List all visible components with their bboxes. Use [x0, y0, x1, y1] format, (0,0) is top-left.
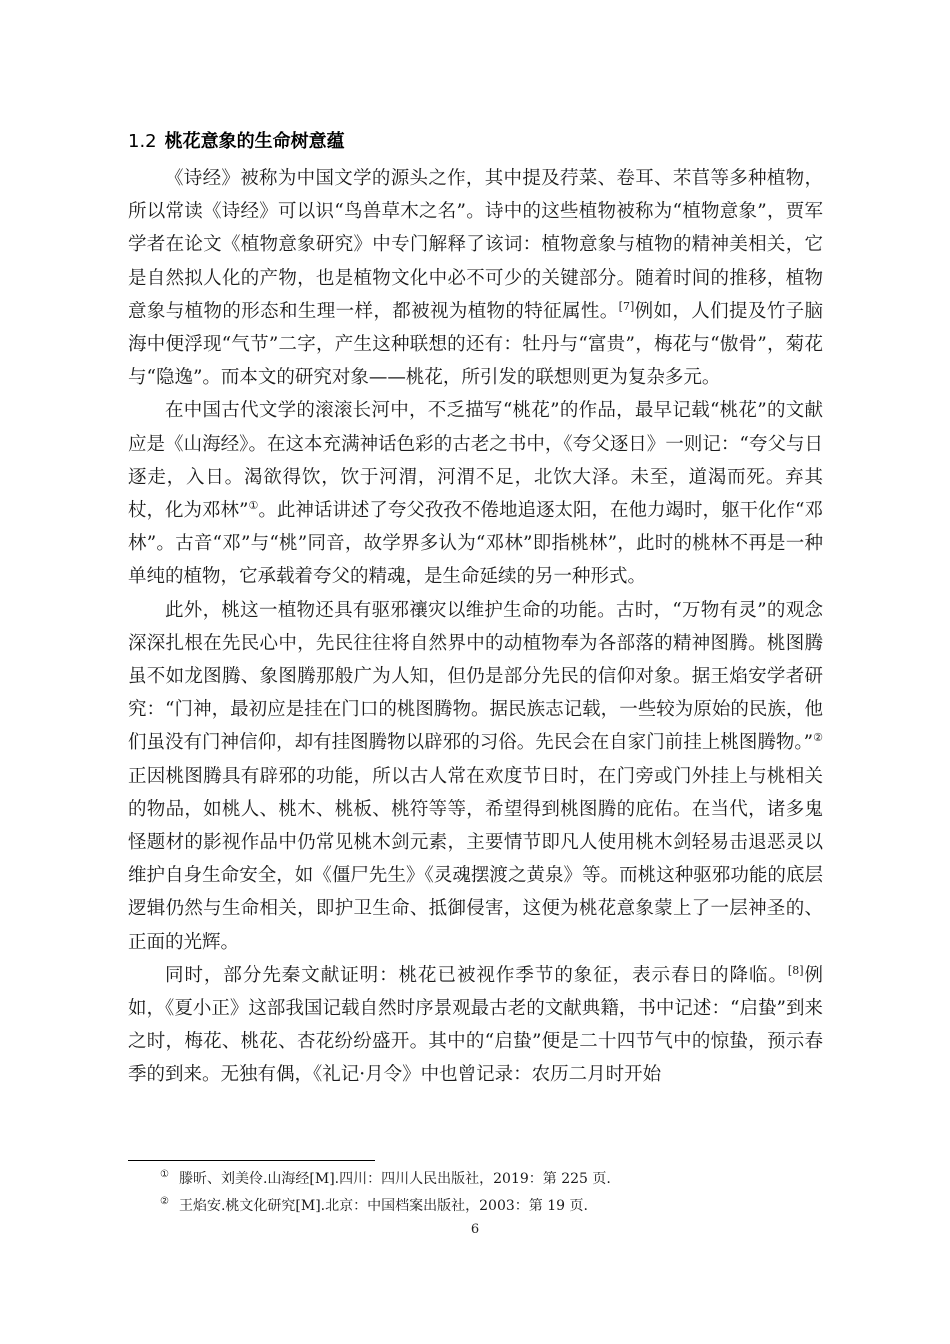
paragraph-text: 在中国古代文学的滚滚长河中，不乏描写“桃花”的作品，最早记载“桃花”的文献应是《山海经》。在这本充满神话色彩的古老之书中，《夸父逐日》一则记：“夸父与日逐走，入日。渴欲得饮，饮于河渭，河渭不足，北饮大泽。未至，道渴而死。弃其杖，化为邓林”: [128, 400, 823, 522]
section-heading: [128, 129, 828, 155]
footnote-item: [160, 1166, 820, 1193]
footnote-text: 滕昕、刘美伶.山海经[M].四川：四川人民出版社，2019：第 225 页.: [178, 1171, 611, 1187]
body-paragraph: [128, 162, 823, 394]
citation-marker: [7]: [618, 299, 635, 313]
page-number: 6: [470, 1222, 480, 1237]
body-paragraph: [128, 959, 823, 1092]
citation-marker: ①: [248, 498, 259, 512]
paragraph-text: 正因桃图腾具有辟邪的功能，所以古人常在欢度节日时，在门旁或门外挂上与桃相关的物品，如桃人、桃木、桃板、桃符等等，希望得到桃图腾的庇佑。在当代，诸多鬼怪题材的影视作品中仍常见桃木剑元素，主要情节即凡人使用桃木剑轻易击退恶灵以维护自身生命安全，如《僵尸先生》《灵魂摆渡之黄泉》等。而桃这种驱邪功能的底层逻辑仍然与生命相关，即护卫生命、抵御侵害，这便为桃花意象蒙上了一层神圣的、正面的光辉。: [128, 765, 823, 953]
paragraph-text: 。此神话讲述了夸父孜孜不倦地追逐太阳，在他力竭时，躯干化作“邓林”。古音“邓”与“桃”同音，故学界多认为“邓林”即指桃林”，此时的桃林不再是一种单纯的植物，它承载着夸父的精魂，是生命延续的另一种形式。: [128, 500, 823, 588]
paragraph-text: 例如，人们提及竹子脑海中便浮现“气节”二字，产生这种联想的还有：牡丹与“富贵”，梅花与“傲骨”，菊花与“隐逸”。而本文的研究对象——桃花，所引发的联想则更为复杂多元。: [128, 300, 823, 389]
citation-marker: ②: [813, 731, 823, 745]
section-number: 1.2: [128, 131, 157, 152]
footnote-mark: ②: [160, 1196, 169, 1208]
paragraph-text: 例如，《夏小正》这部我国记载自然时序景观最古老的文献典籍，书中记述：“启蛰”到来之时，梅花、桃花、杏花纷纷盛开。其中的“启蛰”便是二十四节气中的惊蛰，预示春季的到来。无独有偶，《礼记·月令》中也曾记录：农历二月时开始: [128, 964, 823, 1086]
footnotes: [160, 1166, 820, 1220]
body-paragraph: [128, 394, 823, 593]
body-paragraph: [128, 594, 823, 959]
paragraph-text: 《诗经》被称为中国文学的源头之作，其中提及荇菜、卷耳、芣苢等多种植物，所以常读《诗经》可以识“鸟兽草木之名”。诗中的这些植物被称为“植物意象”，贾军学者在论文《植物意象研究》中专门解释了该词：植物意象与植物的精神美相关，它是自然拟人化的产物，也是植物文化中必不可少的关键部分。随着时间的推移，植物意象与植物的形态和生理一样，都被视为植物的特征属性。: [128, 168, 823, 322]
footnote-divider: [128, 1160, 375, 1161]
citation-marker: [8]: [787, 963, 804, 977]
footnote-text: 王焰安.桃文化研究[M].北京：中国档案出版社，2003：第 19 页.: [178, 1198, 588, 1214]
footnote-item: [160, 1193, 820, 1220]
footnote-mark: ①: [160, 1169, 169, 1181]
section-title: 桃花意象的生命树意蕴: [164, 131, 345, 152]
paragraph-text: 此外，桃这一植物还具有驱邪禳灾以维护生命的功能。古时，“万物有灵”的观念深深扎根在先民心中，先民往往将自然界中的动植物奉为各部落的精神图腾。桃图腾虽不如龙图腾、象图腾那般广为人知，但仍是部分先民的信仰对象。据王焰安学者研究：“门神，最初应是挂在门口的桃图腾物。据民族志记载，一些较为原始的民族，他们虽没有门神信仰，却有挂图腾物以辟邪的习俗。先民会在自家门前挂上桃图腾物。”: [128, 599, 823, 754]
paragraph-text: 同时，部分先秦文献证明：桃花已被视作季节的象征，表示春日的降临。: [165, 964, 788, 986]
body-text: [128, 162, 823, 1092]
